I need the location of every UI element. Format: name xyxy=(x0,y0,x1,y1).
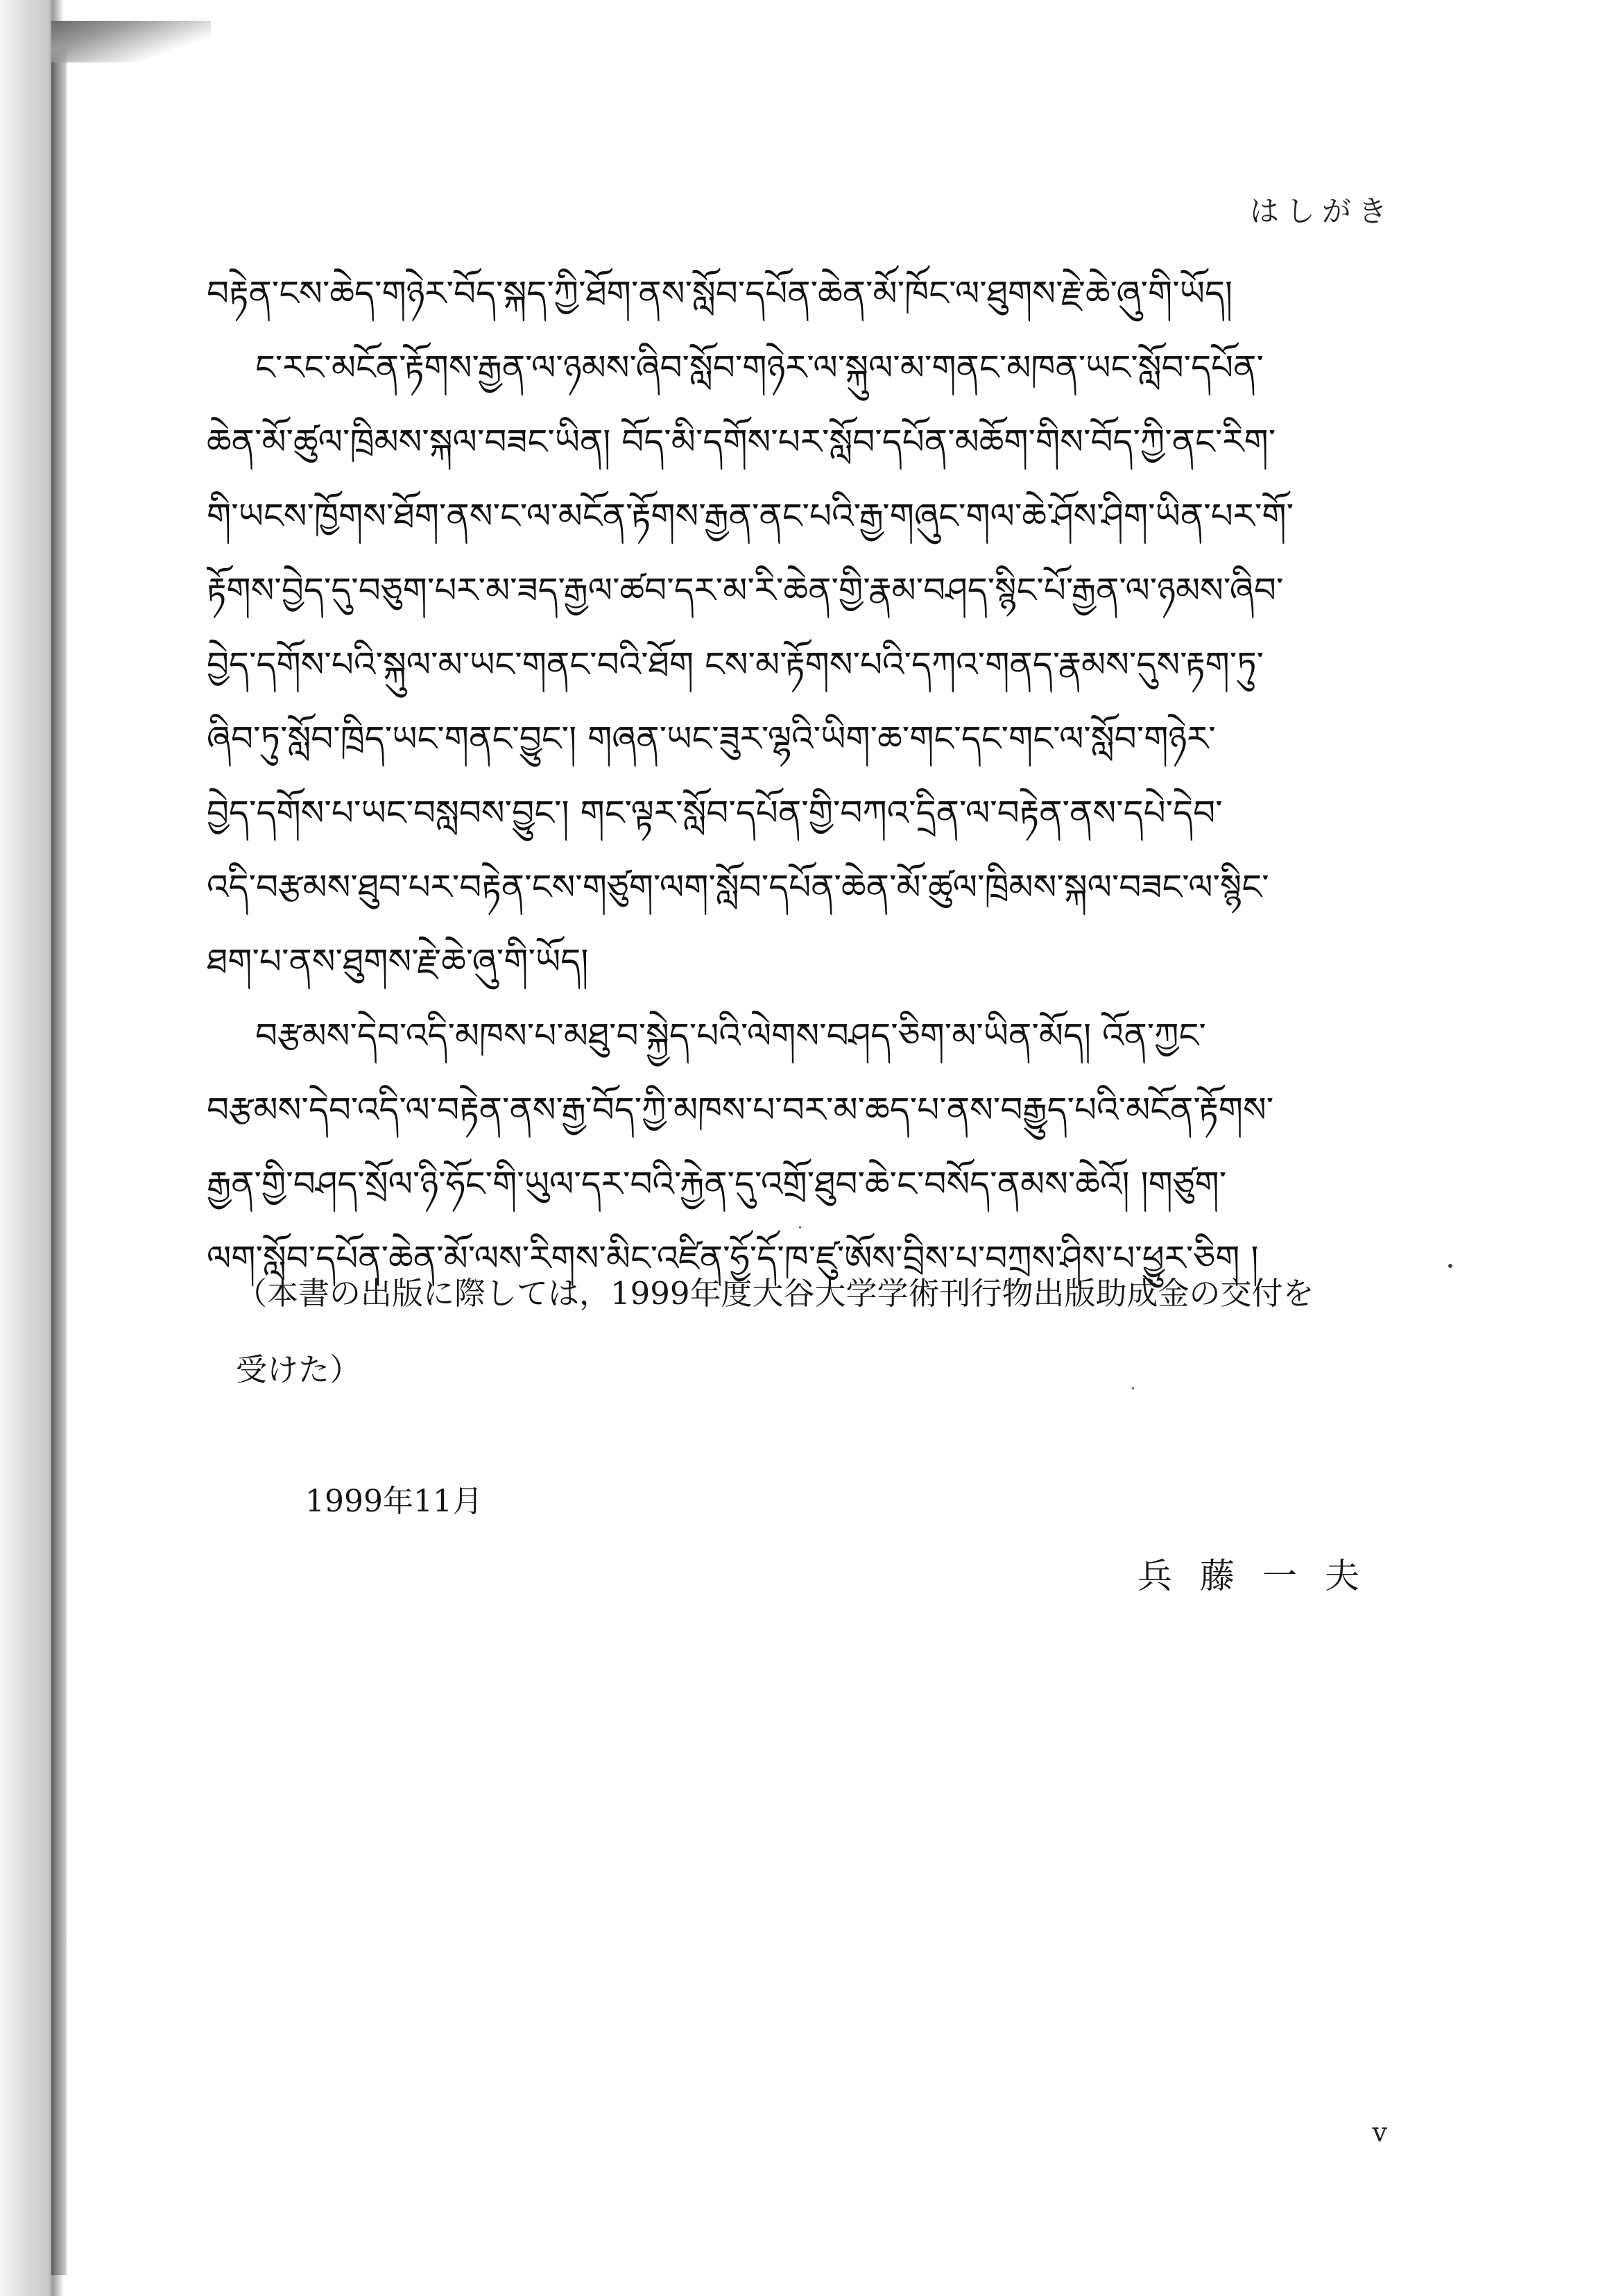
note-line: 受けた） xyxy=(236,1351,361,1388)
tibetan-line: འདི་བརྩམས་ཐུབ་པར་བརྟེན་ངས་གཙུག་ལག་སློབ་དཔོན་ཆེན་མོ་ཚུལ་ཁྲིམས་སྐལ་བཟང་ལ་སྙིང་ xyxy=(207,867,1269,907)
publication-grant-note xyxy=(236,1256,1457,1408)
tibetan-line: རྟོགས་བྱེད་དུ་བཅུག་པར་མ་ཟད་རྒྱལ་ཚབ་དར་མ་རི་ཆེན་གྱི་རྣམ་བཤད་སྙིང་པོ་རྒྱན་ལ་ཉམས་ཞིབ་ xyxy=(207,570,1284,610)
running-head: はしがき xyxy=(1249,194,1394,228)
tibetan-line: རྒྱན་གྱི་བཤད་སྲོལ་ཉི་ཧོང་གི་ཡུལ་དར་བའི་རྐྱེན་དུ་འགྲོ་ཐུབ་ཆེ་ང་བསོད་ནམས་ཆེའོ། །གཙུག་ xyxy=(207,1164,1227,1204)
tibetan-line: ལག་སློབ་དཔོན་ཆེན་མོ་ལས་རིགས་མིང་འཛིན་ཧྱོ་དོ་ཁ་ཛུ་ཨོས་བྲིས་པ་བཀྲས་ཤིས་པ་ཕྱུར་ཅིག ། xyxy=(207,1238,1259,1278)
tibetan-line: གི་ཡངས་ཁྱོགས་ཐོག་ནས་ང་ལ་མངོན་རྟོགས་རྒྱན་ནང་པའི་རྒྱ་གཞུང་གལ་ཆེ་ཤོས་ཤིག་ཡིན་པར་གོ་ xyxy=(207,496,1294,536)
tibetan-text-block xyxy=(207,257,1427,1296)
scan-binding-edge xyxy=(51,28,67,2275)
scan-speck xyxy=(799,1226,801,1228)
scan-speck xyxy=(1132,1387,1134,1389)
preface-date: 1999年11月 xyxy=(305,1484,483,1519)
tibetan-line: བརྩམས་དེབ་འདི་མཁས་པ་མཐུ་བ་སྐྱེད་པའི་ལེགས་བཤད་ཅིག་མ་ཡིན་མོད། འོན་ཀྱང་ xyxy=(255,1016,1206,1056)
page-number: v xyxy=(1372,2117,1387,2148)
note-line: （本書の出版に際しては，1999年度大谷大学学術刊行物出版助成金の交付を xyxy=(236,1275,1314,1312)
scan-binding-shadow xyxy=(0,0,97,2296)
tibetan-line: ཆེན་མོ་ཚུལ་ཁྲིམས་སྐལ་བཟང་ཡིན། བོད་མི་དགོས་པར་སློབ་དཔོན་མཆོག་གིས་བོད་ཀྱི་ནང་རིག་ xyxy=(207,422,1276,462)
tibetan-line: བརྩམས་དེབ་འདི་ལ་བརྟེན་ནས་རྒྱ་བོད་ཀྱི་མཁས་པ་བར་མ་ཆད་པ་ནས་བརྒྱུད་པའི་མངོན་རྟོགས་ xyxy=(207,1090,1274,1130)
scan-binding-corner xyxy=(51,21,211,62)
tibetan-line: བྱེད་དགོས་པ་ཡང་བསླབས་བྱུང་། གང་ལྟར་སློབ་དཔོན་གྱི་བཀའ་དྲིན་ལ་བརྟེན་ནས་དཔེ་དེབ་ xyxy=(207,793,1223,833)
author-name: 兵藤一夫 xyxy=(1137,1556,1387,1596)
tibetan-line: ཐག་པ་ནས་ཐུགས་རྗེ་ཆེ་ཞུ་གི་ཡོད། xyxy=(207,941,589,982)
tibetan-line: ང་རང་མངོན་རྟོགས་རྒྱན་ལ་ཉམས་ཞིབ་སློབ་གཉེར་ལ་སྐུལ་མ་གནང་མཁན་ཡང་སློབ་དཔོན་ xyxy=(255,348,1264,388)
tibetan-line: ཞིབ་ཏུ་སློབ་ཁྲིད་ཡང་གནང་བྱུང་། གཞན་ཡང་ཟུར་ལྷའི་ཡིག་ཆ་གང་དང་གང་ལ་སློབ་གཉེར་ xyxy=(207,719,1216,759)
tibetan-line: བརྟེན་ངས་ཆེད་གཉེར་བོད་སྐད་ཀྱི་ཐོག་ནས་སློབ་དཔོན་ཆེན་མོ་ཁོང་ལ་ཐུགས་རྗེ་ཆེ་ཞུ་གི་ཡོད། xyxy=(207,273,1233,314)
scan-speck xyxy=(1448,1264,1452,1268)
tibetan-line: བྱེད་དགོས་པའི་སྐུལ་མ་ཡང་གནང་བའི་ཐོག ངས་མ་རྟོགས་པའི་དཀའ་གནད་རྣམས་དུས་རྟག་ཏུ་ xyxy=(207,644,1264,685)
